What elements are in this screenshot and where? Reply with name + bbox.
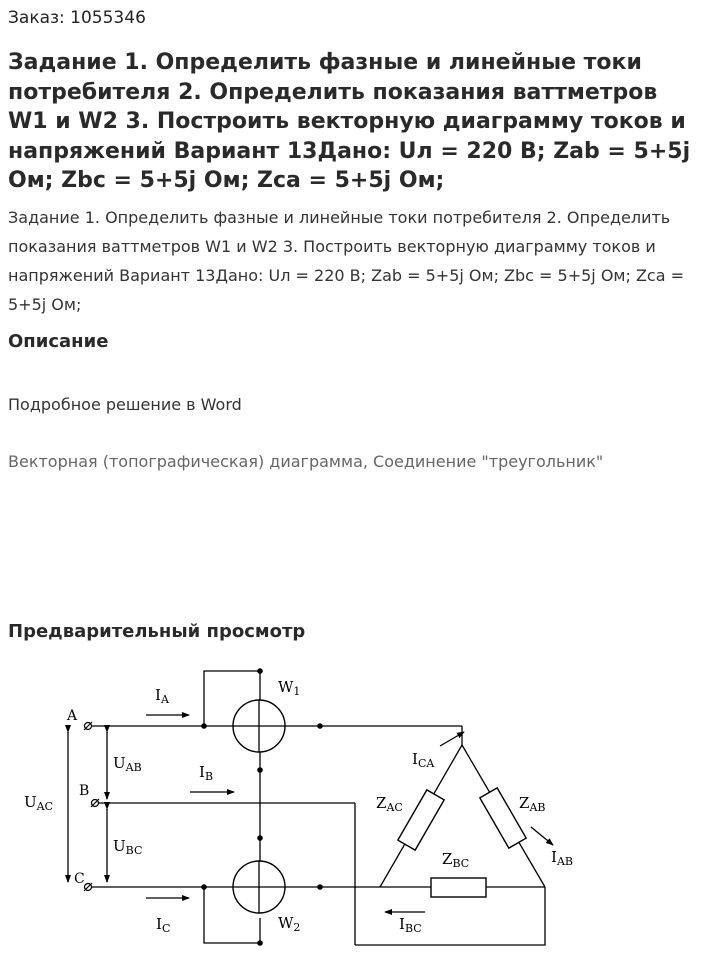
voltage-uab-label: $U_{AB}$ — [113, 754, 142, 774]
voltage-uac-label: $U_{AC}$ — [24, 793, 54, 813]
current-ia-label: $I_A$ — [155, 686, 169, 706]
description-line-diagram: Векторная (топографическая) диаграмма, Соединение "треугольник" — [8, 452, 604, 471]
order-number: Заказ: 1055346 — [8, 8, 146, 28]
node-a-label: A — [67, 708, 78, 724]
impedance-zac-label: $Z_{AC}$ — [376, 794, 403, 814]
current-ic-label: $I_C$ — [156, 915, 171, 935]
circuit-wires — [68, 671, 545, 945]
node-b-label: B — [79, 783, 90, 799]
current-ibc-label: $I_{BC}$ — [399, 915, 422, 935]
terminals — [84, 722, 99, 891]
node-c-label: C — [74, 871, 85, 887]
task-description: Задание 1. Определить фазные и линейные токи потребителя 2. Определить показания ваттметров W1 и W2 3. Построить векторную диаграмму токов и напряжений Вариант 13Дано: Uл = 220 В; Zab = 5+5j Ом; Zbc = 5+5j Ом; Zca = 5+5j Ом; — [8, 208, 685, 314]
voltage-ubc-label: $U_{BC}$ — [113, 837, 143, 857]
page-title: Задание 1. Определить фазные и линейные токи потребителя 2. Определить показания ваттметров W1 и W2 3. Построить векторную диаграмму токов и напряжений Вариант 13Дано: Uл = 220 В; Zab = 5+5j Ом; Zbc = 5+5j Ом; Zca = 5+5j Ом; — [8, 50, 691, 193]
preview-heading: Предварительный просмотр — [8, 621, 306, 642]
description-line-solution: Подробное решение в Word — [8, 395, 242, 414]
current-ib-label: $I_B$ — [199, 763, 214, 783]
impedance-zab-label: $Z_{AB}$ — [519, 794, 546, 814]
wattmeter-w1-label: $W_1$ — [278, 678, 301, 698]
wattmeter-w2-label: $W_2$ — [278, 914, 301, 934]
impedance-zbc-label: $Z_{BC}$ — [442, 850, 470, 870]
current-ica-label: $I_{CA}$ — [412, 750, 435, 770]
resistor-zac — [398, 790, 444, 850]
circuit-diagram — [0, 655, 701, 970]
current-iab-label: $I_{AB}$ — [551, 848, 573, 868]
resistor-zbc — [431, 878, 486, 897]
description-heading: Описание — [8, 331, 109, 352]
